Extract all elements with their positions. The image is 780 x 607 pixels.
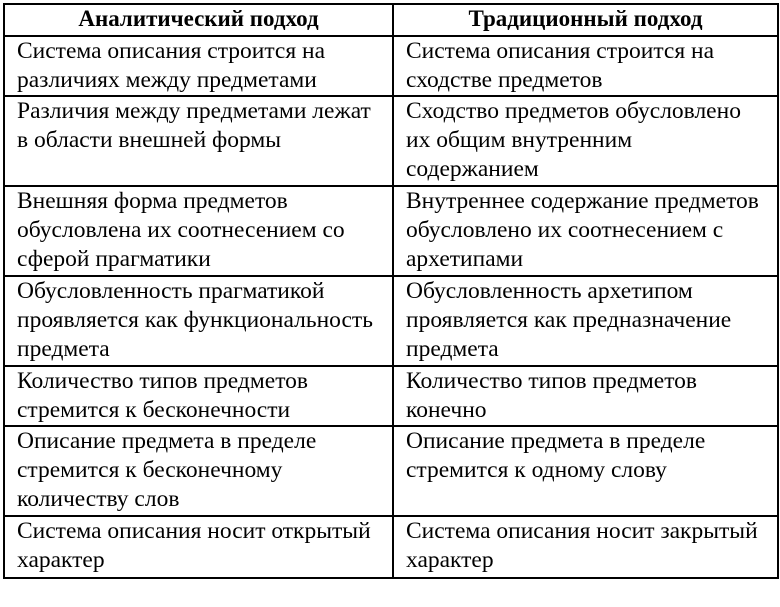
comparison-table-container [3,3,777,579]
table-row [4,96,778,186]
table-header-row [4,4,778,36]
analytical-cell: Внешняя форма предметов обусловлена их соотнесением со сферой прагматики [4,186,393,276]
header-analytical-approach: Аналитический подход [4,4,393,36]
traditional-cell: Внутреннее содержание предметов обусловлено их соотнесением с архетипами [393,186,778,276]
traditional-cell: Количество типов предметов конечно [393,366,778,426]
table-row [4,186,778,276]
traditional-cell: Обусловленность архетипом проявляется как предназначение предмета [393,276,778,366]
table-row [4,366,778,426]
analytical-cell: Описание предмета в пределе стремится к бесконечному количеству слов [4,426,393,516]
analytical-cell: Система описания носит открытый характер [4,516,393,578]
analytical-cell: Обусловленность прагматикой проявляется как функциональность предмета [4,276,393,366]
table-row [4,36,778,96]
table-row [4,426,778,516]
analytical-cell: Различия между предметами лежат в области внешней формы [4,96,393,186]
traditional-cell: Сходство предметов обусловлено их общим внутренним содержанием [393,96,778,186]
traditional-cell: Система описания носит закрытый характер [393,516,778,578]
traditional-cell: Описание предмета в пределе стремится к одному слову [393,426,778,516]
analytical-cell: Количество типов предметов стремится к бесконечности [4,366,393,426]
table-row [4,516,778,578]
traditional-cell: Система описания строится на сходстве предметов [393,36,778,96]
table-row [4,276,778,366]
analytical-cell: Система описания строится на различиях между предметами [4,36,393,96]
header-traditional-approach: Традиционный подход [393,4,778,36]
comparison-table [3,3,779,579]
